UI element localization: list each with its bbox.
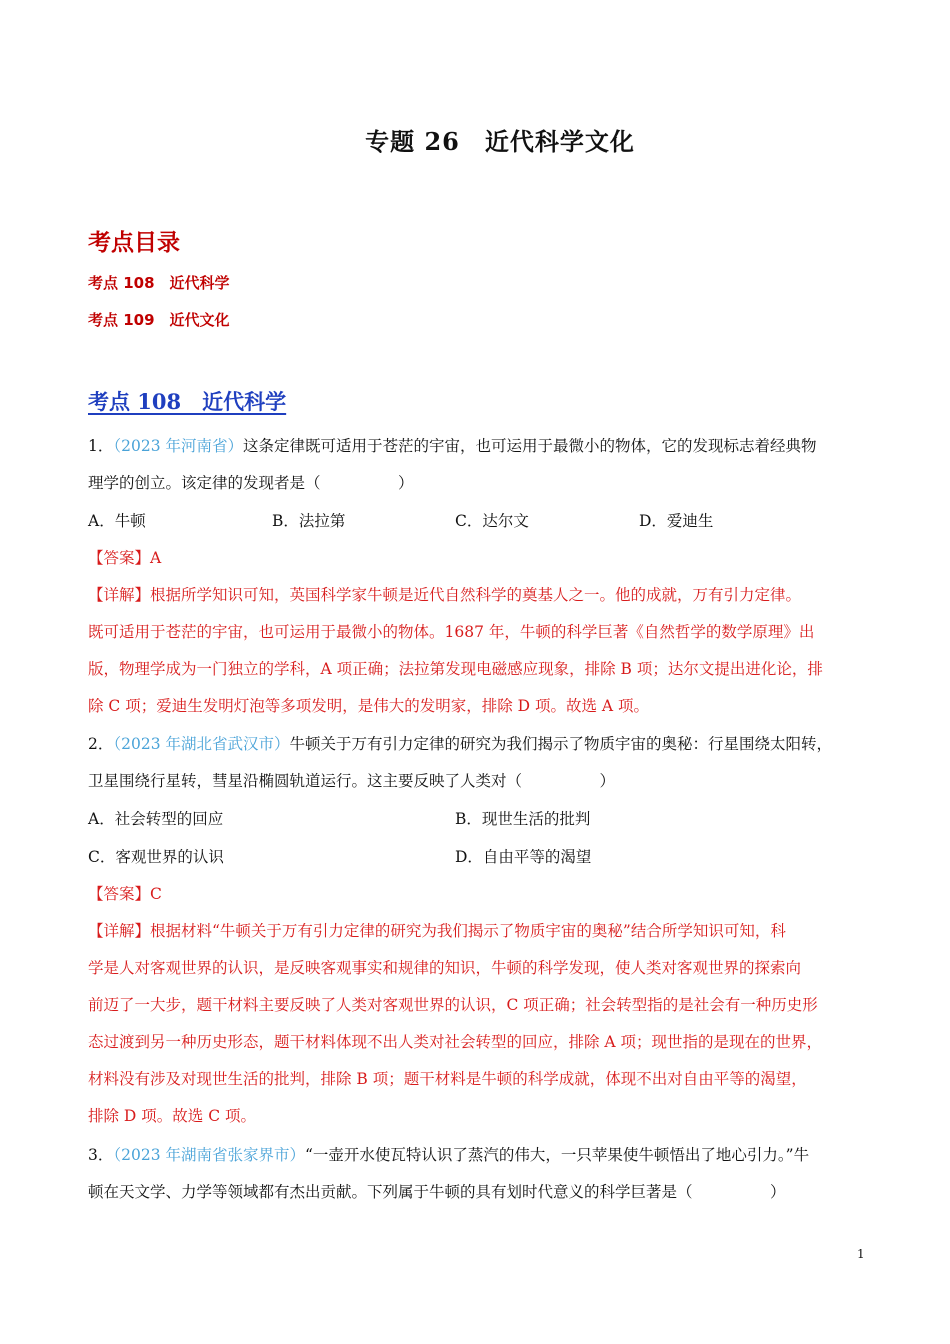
option-a: A．牛顿 xyxy=(88,512,146,530)
explanation-line: 版，物理学成为一门独立的学科，A 项正确；法拉第发现电磁感应现象，排除 B 项；达尔文提出进化论，排 xyxy=(88,660,823,678)
option-b: B．现世生活的批判 xyxy=(455,810,591,828)
explanation-line: 排除 D 项。故选 C 项。 xyxy=(88,1107,256,1125)
page-title: 专题 26 近代科学文化 xyxy=(365,127,635,156)
option-d: D．爱迪生 xyxy=(639,512,714,530)
section-heading[interactable]: 考点 108 近代科学 xyxy=(88,389,287,414)
toc-item[interactable]: 考点 108 近代科学 xyxy=(88,274,230,292)
explanation-line: 态过渡到另一种历史形态，题干材料体现不出人类对社会转型的回应，排除 A 项；现世指的是现在的世界， xyxy=(88,1033,823,1051)
toc-item[interactable]: 考点 109 近代文化 xyxy=(88,311,230,329)
question-number: 2． xyxy=(88,735,114,753)
question-number: 1． xyxy=(88,437,114,455)
page-number: 1 xyxy=(857,1247,865,1261)
option-c: C．客观世界的认识 xyxy=(88,848,224,866)
question-number: 3． xyxy=(88,1146,114,1164)
toc-heading: 考点目录 xyxy=(88,230,180,256)
option-b: B．法拉第 xyxy=(272,512,346,530)
question-2-line-1 xyxy=(88,732,868,754)
question-3-line-2: 顿在天文学、力学等领域都有杰出贡献。下列属于牛顿的具有划时代意义的科学巨著是（ ） xyxy=(88,1183,786,1201)
question-source: （2023 年湖南省张家界市） xyxy=(113,1146,305,1164)
explanation-line: 前迈了一大步，题干材料主要反映了人类对客观世界的认识，C 项正确；社会转型指的是社会有一种历史形 xyxy=(88,996,818,1014)
explanation-line: 【详解】根据材料“牛顿关于万有引力定律的研究为我们揭示了物质宇宙的奥秘”结合所学知识可知，科 xyxy=(88,922,786,940)
answer: 【答案】C xyxy=(88,885,162,903)
option-a: A．社会转型的回应 xyxy=(88,810,224,828)
question-source: （2023 年河南省） xyxy=(113,437,243,455)
option-c: C．达尔文 xyxy=(455,512,529,530)
question-text: 这条定律既可适用于苍茫的宇宙，也可运用于最微小的物体，它的发现标志着经典物 xyxy=(243,437,817,455)
question-1-line-1 xyxy=(88,434,868,456)
explanation-line: 除 C 项；爱迪生发明灯泡等多项发明，是伟大的发明家，排除 D 项。故选 A 项。 xyxy=(88,697,650,715)
option-d: D．自由平等的渴望 xyxy=(455,848,592,866)
explanation-line: 材料没有涉及对现世生活的批判，排除 B 项；题干材料是牛顿的科学成就，体现不出对自由平等的渴望， xyxy=(88,1070,807,1088)
question-2-line-2: 卫星围绕行星转，彗星沿椭圆轨道运行。这主要反映了人类对（ ） xyxy=(88,772,616,790)
question-text: “一壶开水使瓦特认识了蒸汽的伟大，一只苹果使牛顿悟出了地心引力。”牛 xyxy=(305,1146,810,1164)
question-3-line-1 xyxy=(88,1143,868,1165)
explanation-line: 学是人对客观世界的认识，是反映客观事实和规律的知识，牛顿的科学发现，使人类对客观世界的探索向 xyxy=(88,959,802,977)
explanation-line: 【详解】根据所学知识可知，英国科学家牛顿是近代自然科学的奠基人之一。他的成就，万有引力定律。 xyxy=(88,586,802,604)
question-source: （2023 年湖北省武汉市） xyxy=(113,735,290,753)
answer: 【答案】A xyxy=(88,549,162,567)
explanation-line: 既可适用于苍茫的宇宙，也可运用于最微小的物体。1687 年，牛顿的科学巨著《自然哲学的数学原理》出 xyxy=(88,623,815,641)
question-text: 牛顿关于万有引力定律的研究为我们揭示了物质宇宙的奥秘：行星围绕太阳转， xyxy=(289,735,833,753)
question-1-line-2: 理学的创立。该定律的发现者是（ ） xyxy=(88,474,414,492)
